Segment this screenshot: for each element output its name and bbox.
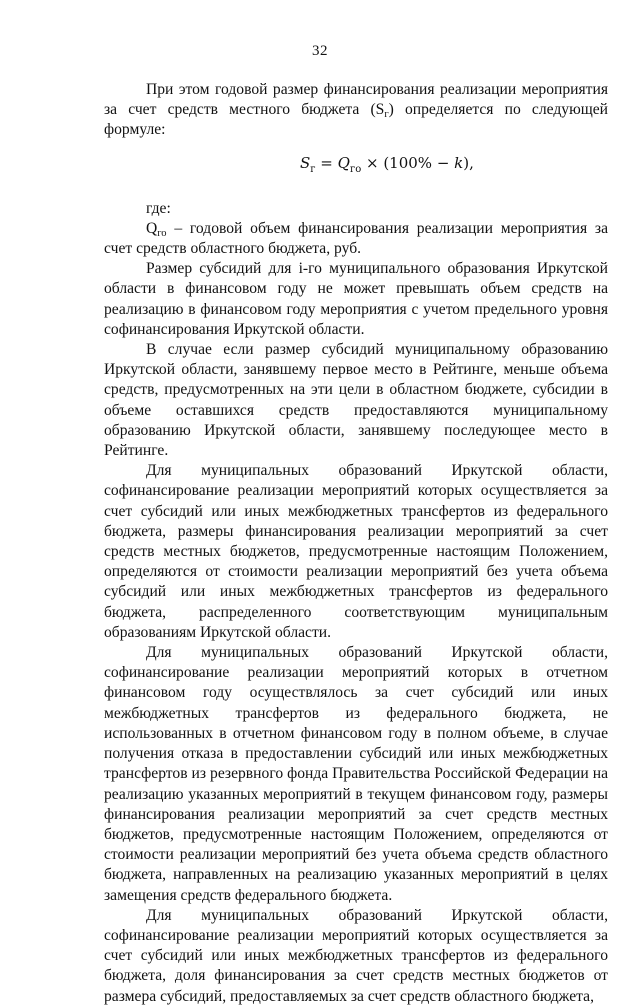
paragraph-rating-remainder: В случае если размер субсидий муниципальному образованию Иркутской области, занявшему первое место в Рейтинге, меньше объема средств, предусмотренных на эти цели в областном бюджете, субсидии в объеме оставшихся средств предоставляются муниципальному образованию Иркутской области, занявшему последующее место в Рейтинге. — [104, 341, 608, 460]
formula-block — [104, 153, 608, 186]
formula-rest: × (100% − — [361, 153, 455, 172]
formula-equals: = — [315, 153, 338, 172]
page-content — [104, 80, 608, 1007]
formula-end: ), — [463, 153, 474, 172]
where-label: где: — [146, 199, 171, 217]
paragraph-federal-cofinancing: Для муниципальных образований Иркутской области, софинансирование реализации мероприятий которых осуществляется за счет субсидий или иных межбюджетных трансфертов из федерального бюджета, размеры финансирования реализации мероприятий за счет средств местных бюджетов, предусмотренные настоящим Положением, определяются от стоимости реализации мероприятий без учета объема субсидий или иных межбюджетных трансфертов из федерального бюджета, распределенного соответствующим муниципальным образованиям Иркутской области. — [104, 462, 608, 641]
page-number: 32 — [312, 43, 328, 59]
paragraph-reserve-fund: Для муниципальных образований Иркутской области, софинансирование реализации мероприятий которых в отчетном финансовом году осуществлялось за счет субсидий или иных межбюджетных трансфертов из федерального бюджета, не использованных в отчетном финансовом году в полном объеме, в случае получения отказа в предоставлении субсидий или иных межбюджетных трансфертов из резервного фонда Правительства Российской Федерации на реализацию указанных мероприятий в текущем финансовом году, размеры финансирования реализации мероприятий за счет средств местных бюджетов, предусмотренные настоящим Положением, определяются от стоимости реализации мероприятий без учета объема средств областного бюджета, направленных на реализацию указанных мероприятий в целях замещения средств федерального бюджета. — [104, 644, 608, 904]
intro-text-after: ) определяется по следующей формуле: — [104, 101, 608, 139]
definition-text: – годовой объем финансирования реализации мероприятия за счет средств областного бюджета, руб. — [104, 219, 608, 258]
formula-q-subscript: го — [349, 163, 362, 175]
formula — [300, 153, 474, 180]
definition-symbol-subscript: го — [157, 227, 167, 239]
paragraph-subsidy-limit: Размер субсидий для i-го муниципального образования Иркутской области в финансовом году не может превышать объем средств на реализацию в финансовом году мероприятия с учетом предельного уровня софинансирования Иркутской области. — [104, 260, 608, 338]
definition-symbol: Q — [146, 219, 158, 237]
definition-paragraph — [104, 219, 608, 259]
formula-k: k — [454, 153, 464, 172]
formula-lhs: S — [300, 153, 311, 172]
formula-q: Q — [337, 153, 350, 172]
formula-lhs-subscript: г — [310, 163, 316, 175]
intro-paragraph — [104, 80, 608, 141]
paragraph-local-share: Для муниципальных образований Иркутской области, софинансирование реализации мероприятий которых осуществляется за счет субсидий или иных межбюджетных трансфертов из федерального бюджета, доля финансирования за счет средств местных бюджетов от размера субсидий, предоставляемых за счет средств областного бюджета, — [104, 906, 608, 1005]
intro-text-before: При этом годовой размер финансирования реализации мероприятия за счет средств местного бюджета (S — [104, 81, 608, 119]
intro-subscript: г — [384, 109, 389, 121]
